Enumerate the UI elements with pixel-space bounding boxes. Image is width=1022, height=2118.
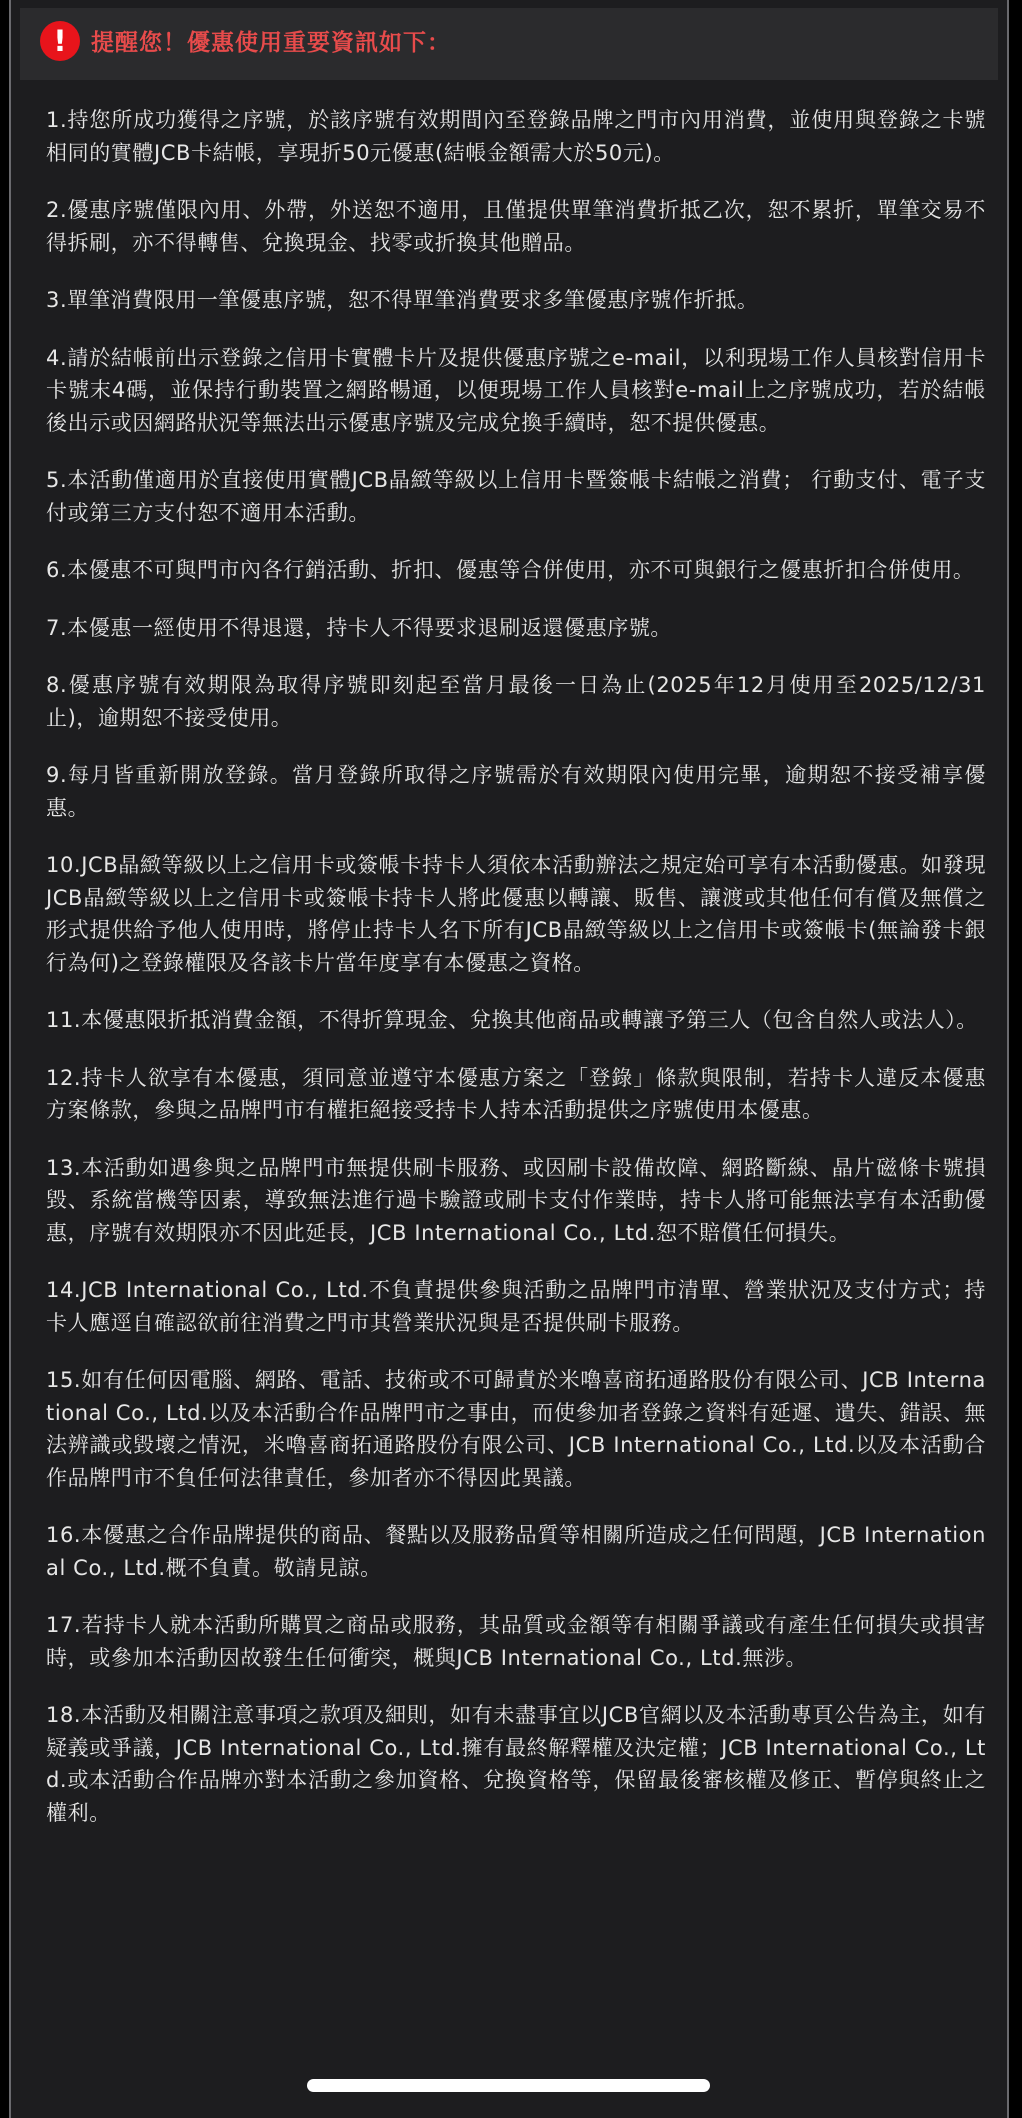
notice-title: 提醒您！優惠使用重要資訊如下： — [91, 30, 451, 56]
rule-item: 1.持您所成功獲得之序號，於該序號有效期間內至登錄品牌之門市內用消費，並使用與登錄之卡號相同的實體JCB卡結帳，享現折50元優惠(結帳金額需大於50元)。 — [46, 108, 986, 165]
rule-item: 6.本優惠不可與門市內各行銷活動、折扣、優惠等合併使用，亦不可與銀行之優惠折扣合併使用。 — [46, 558, 975, 582]
rule-item: 11.本優惠限折抵消費金額，不得折算現金、兌換其他商品或轉讓予第三人（包含自然人或法人）。 — [46, 1008, 978, 1032]
rule-item: 16.本優惠之合作品牌提供的商品、餐點以及服務品質等相關所造成之任何問題，JCB International Co., Ltd.概不負責。敬請見諒。 — [46, 1523, 986, 1580]
rule-item: 3.單筆消費限用一筆優惠序號，恕不得單筆消費要求多筆優惠序號作折抵。 — [46, 288, 759, 312]
rule-item: 18.本活動及相關注意事項之款項及細則，如有未盡事宜以JCB官網以及本活動專頁公告為主，如有疑義或爭議，JCB International Co., Ltd.擁有最終解釋權及決定權；JCB International Co., Ltd.或本活動合作品牌亦對本活動之參加資格、兌換資格等，保留最後審核權及修正、暫停與終止之權利。 — [46, 1703, 986, 1825]
rule-item: 2.優惠序號僅限內用、外帶，外送恕不適用，且僅提供單筆消費折抵乙次，恕不累折，單筆交易不得拆刷，亦不得轉售、兌換現金、找零或折換其他贈品。 — [46, 198, 986, 255]
rule-item: 15.如有任何因電腦、網路、電話、技術或不可歸責於米嚕喜商拓通路股份有限公司、JCB International Co., Ltd.以及本活動合作品牌門市之事由，而使參加者登錄之資料有延遲、遺失、錯誤、無法辨識或毀壞之情況，米嚕喜商拓通路股份有限公司、JCB International Co., Ltd.以及本活動合作品牌門市不負任何法律責任，參加者亦不得因此異議。 — [46, 1368, 986, 1490]
notice-header — [20, 8, 998, 80]
rule-item: 4.請於結帳前出示登錄之信用卡實體卡片及提供優惠序號之e-mail，以利現場工作人員核對信用卡卡號末4碼，並保持行動裝置之網路暢通，以便現場工作人員核對e-mail上之序號成功，若於結帳後出示或因網路狀況等無法出示優惠序號及完成兌換手續時，恕不提供優惠。 — [46, 345, 986, 435]
rule-item: 9.每月皆重新開放登錄。當月登錄所取得之序號需於有效期限內使用完畢，逾期恕不接受補享優惠。 — [46, 763, 986, 820]
rule-item: 8.優惠序號有效期限為取得序號即刻起至當月最後一日為止(2025年12月使用至2025/12/31止)，逾期恕不接受使用。 — [46, 673, 986, 730]
rule-item: 5.本活動僅適用於直接使用實體JCB晶緻等級以上信用卡暨簽帳卡結帳之消費； 行動支付、電子支付或第三方支付恕不適用本活動。 — [46, 468, 986, 525]
home-indicator[interactable] — [307, 2079, 710, 2092]
notice-card — [9, 0, 1009, 2118]
rule-item: 12.持卡人欲享有本優惠，須同意並遵守本優惠方案之「登錄」條款與限制，若持卡人違反本優惠方案條款，參與之品牌門市有權拒絕接受持卡人持本活動提供之序號使用本優惠。 — [46, 1065, 986, 1122]
rule-item: 17.若持卡人就本活動所購買之商品或服務，其品質或金額等有相關爭議或有產生任何損失或損害時，或參加本活動因故發生任何衝突，概與JCB International Co., Ltd.無涉。 — [46, 1613, 986, 1670]
rules-list — [46, 104, 986, 1854]
rule-item: 13.本活動如遇參與之品牌門市無提供刷卡服務、或因刷卡設備故障、網路斷線、晶片磁條卡號損毀、系統當機等因素，導致無法進行過卡驗證或刷卡支付作業時，持卡人將可能無法享有本活動優惠，序號有效期限亦不因此延長，JCB International Co., Ltd.恕不賠償任何損失。 — [46, 1155, 986, 1245]
rule-item: 10.JCB晶緻等級以上之信用卡或簽帳卡持卡人須依本活動辦法之規定始可享有本活動優惠。如發現JCB晶緻等級以上之信用卡或簽帳卡持卡人將此優惠以轉讓、販售、讓渡或其他任何有償及無償之形式提供給予他人使用時，將停止持卡人名下所有JCB晶緻等級以上之信用卡或簽帳卡(無論發卡銀行為何)之登錄權限及各該卡片當年度享有本優惠之資格。 — [46, 853, 986, 975]
rule-item: 7.本優惠一經使用不得退還，持卡人不得要求退刷返還優惠序號。 — [46, 615, 673, 640]
exclamation-icon: ! — [40, 21, 80, 61]
rule-item: 14.JCB International Co., Ltd.不負責提供參與活動之品牌門市清單、營業狀況及支付方式；持卡人應逕自確認欲前往消費之門市其營業狀況與是否提供刷卡服務。 — [46, 1278, 986, 1335]
